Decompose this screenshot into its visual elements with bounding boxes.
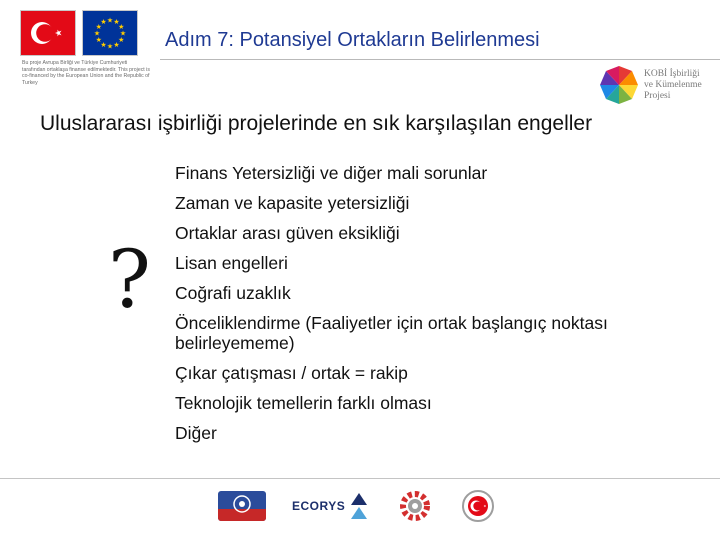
eu-star-icon: ★ [113,40,120,49]
obstacle-list [175,160,695,450]
turkish-seal-icon [461,489,495,523]
page-title: Adım 7: Potansiyel Ortakların Belirlenmesi [165,29,540,51]
list-item: Coğrafi uzaklık [175,283,291,303]
eu-star-icon: ★ [106,42,114,51]
ecorys-logo-text: ECORYS [292,499,346,513]
list-item: Zaman ve kapasite yetersizliği [175,193,410,213]
eu-star-icon: ★ [119,29,127,38]
list-item: Diğer [175,423,217,443]
cofinancing-disclaimer: Bu proje Avrupa Birliği ve Türkiye Cumhuriyeti tarafından ortaklaşa finanse edilmektedir. This project is co-financed by the European Union and the Republic of Turkey [22,60,150,86]
eu-flag-icon [82,10,138,56]
eu-star-icon: ★ [113,18,120,27]
footer-logos [218,488,495,524]
footer-divider [0,478,720,479]
turkey-flag-icon [20,10,76,56]
question-mark: ? [108,233,151,326]
eu-star-icon: ★ [93,29,101,38]
list-item: Önceliklendirme (Faaliyetler için ortak başlangıç noktası belirleyememe) [175,313,608,353]
header-divider [160,59,720,60]
eu-star-icon: ★ [106,16,114,25]
list-item: Finans Yetersizliği ve diğer mali sorunlar [175,163,488,183]
eu-star-icon: ★ [118,23,125,31]
kobi-logo-icon [598,64,640,106]
list-item: Ortaklar arası güven eksikliği [175,223,400,243]
list-item: Lisan engelleri [175,253,288,273]
eu-star-icon: ★ [118,36,125,44]
cfcu-logo-icon [218,491,266,521]
list-item: Çıkar çatışması / ortak = rakip [175,363,408,383]
list-item: Teknolojik temellerin farklı olması [175,393,432,413]
ecorys-logo [292,491,369,521]
kobi-logo [598,64,706,106]
slide-subtitle: Uluslararası işbirliği projelerinde en sık karşılaşılan engeller [40,112,593,135]
ecorys-logo-icon [349,491,369,521]
gear-logo-icon [395,488,435,524]
eu-star-icon: ★ [95,23,102,31]
eu-star-icon: ★ [95,36,102,44]
flags [20,10,138,56]
eu-star-icon: ★ [100,18,107,27]
eu-star-icon: ★ [100,40,107,49]
kobi-logo-text: KOBİ İşbirliği ve Kümelenme Projesi [644,68,702,101]
